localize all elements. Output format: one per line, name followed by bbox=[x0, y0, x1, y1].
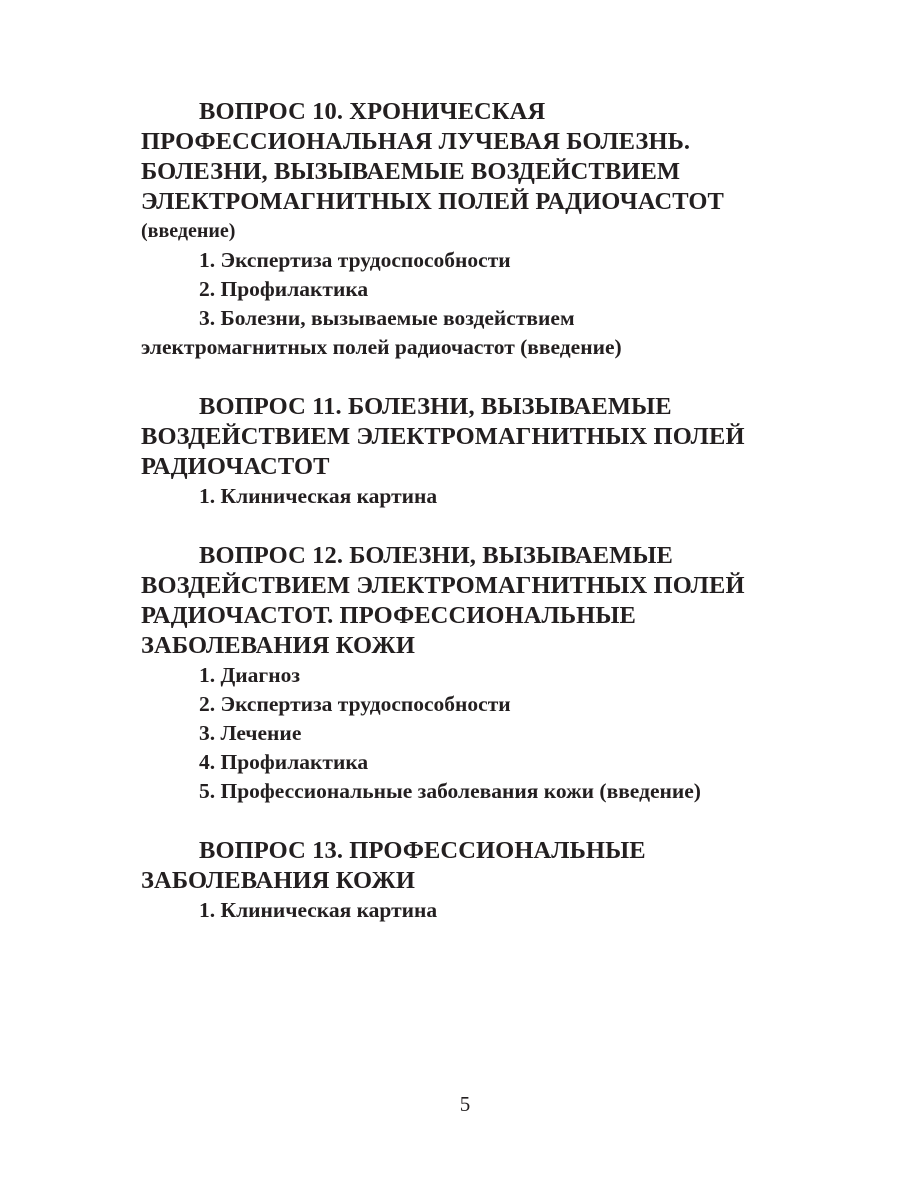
question-12-items bbox=[141, 661, 753, 806]
question-12-title: ВОПРОС 12. БОЛЕЗНИ, ВЫЗЫВАЕМЫЕ ВОЗДЕЙСТВИЕМ ЭЛЕКТРОМАГНИТНЫХ ПОЛЕЙ РАДИОЧАСТОТ. ПРОФЕССИОНАЛЬНЫЕ ЗАБОЛЕВАНИЯ КОЖИ bbox=[141, 542, 745, 659]
question-10-title: ВОПРОС 10. ХРОНИЧЕСКАЯ ПРОФЕССИОНАЛЬНАЯ ЛУЧЕВАЯ БОЛЕЗНЬ. БОЛЕЗНИ, ВЫЗЫВАЕМЫЕ ВОЗДЕЙСТВИЕМ ЭЛЕКТРОМАГНИТНЫХ ПОЛЕЙ РАДИОЧАСТОТ bbox=[141, 98, 724, 215]
page-number: 5 bbox=[459, 1092, 471, 1116]
question-13-items bbox=[141, 896, 753, 925]
question-10-intro: (введение) bbox=[141, 220, 236, 242]
question-11-items bbox=[141, 482, 753, 511]
question-10-section bbox=[141, 97, 753, 362]
question-11-section bbox=[141, 392, 753, 511]
list-item: 2. Профилактика bbox=[199, 277, 369, 301]
list-item: 1. Клиническая картина bbox=[199, 898, 438, 922]
question-12-section bbox=[141, 541, 753, 806]
question-13-title: ВОПРОС 13. ПРОФЕССИОНАЛЬНЫЕ ЗАБОЛЕВАНИЯ КОЖИ bbox=[141, 837, 646, 894]
question-13-section bbox=[141, 836, 753, 925]
question-10-items bbox=[141, 246, 753, 362]
list-item: 1. Экспертиза трудоспособности bbox=[199, 248, 511, 272]
document-page bbox=[141, 97, 753, 955]
question-11-title: ВОПРОС 11. БОЛЕЗНИ, ВЫЗЫВАЕМЫЕ ВОЗДЕЙСТВИЕМ ЭЛЕКТРОМАГНИТНЫХ ПОЛЕЙ РАДИОЧАСТОТ bbox=[141, 393, 745, 480]
list-item: 1. Клиническая картина bbox=[199, 484, 438, 508]
list-item: 1. Диагноз bbox=[199, 663, 300, 687]
list-item: 5. Профессиональные заболевания кожи (введение) bbox=[199, 779, 701, 803]
list-item: 3. Лечение bbox=[199, 721, 302, 745]
list-item: 3. Болезни, вызываемые воздействием электромагнитных полей радиочастот (введение) bbox=[141, 306, 622, 359]
list-item: 2. Экспертиза трудоспособности bbox=[199, 692, 511, 716]
list-item: 4. Профилактика bbox=[199, 750, 369, 774]
